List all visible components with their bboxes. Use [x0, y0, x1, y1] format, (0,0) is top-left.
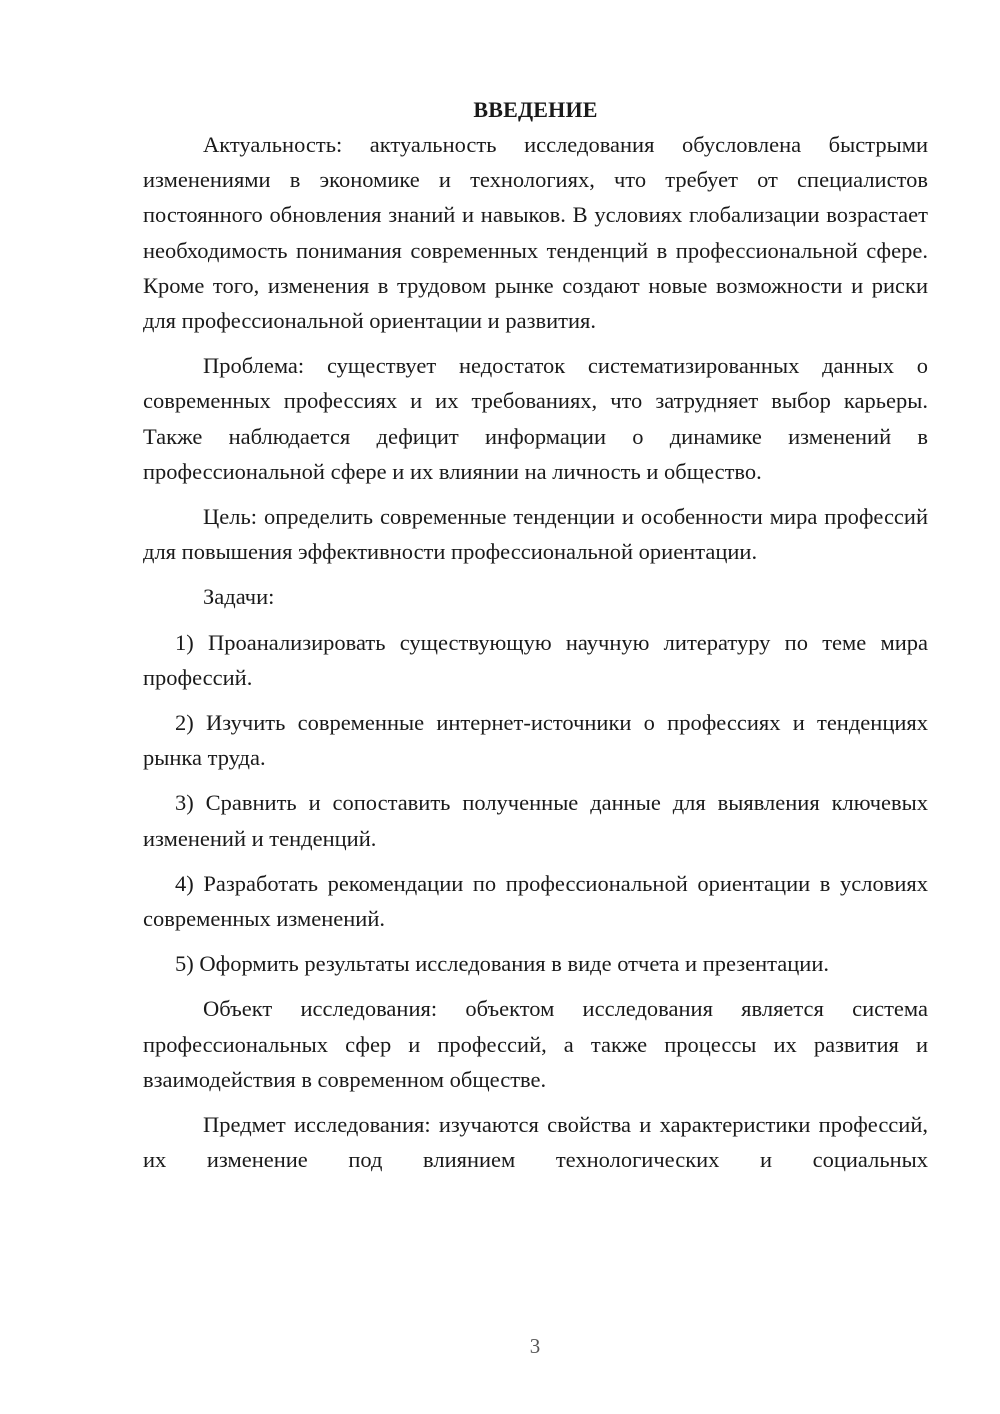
section-title: ВВЕДЕНИЕ [473, 97, 598, 122]
tasks-heading: Задачи: [203, 584, 275, 610]
task-item-1: 1) Проанализировать существующую научную литературу по теме мира профессий. [143, 629, 928, 690]
relevance-paragraph: Актуальность: актуальность исследования обусловлена быстрыми изменениями в экономике и технологиях, что требует от специалистов постоянного обновления знаний и навыков. В условиях глобализации возрастает необходимость понимания современных тенденций в профессиональной сфере. Кроме того, изменения в трудовом рынке создают новые возможности и риски для профессиональной ориентации и развития. [143, 132, 928, 334]
object-paragraph: Объект исследования: объектом исследования является система профессиональных сфер и профессий, а также процессы их развития и взаимодействия в современном обществе. [143, 996, 928, 1092]
subject-paragraph: Предмет исследования: изучаются свойства и характеристики профессий, их изменение под влиянием технологических и социальных [143, 1112, 928, 1173]
goal-paragraph: Цель: определить современные тенденции и особенности мира профессий для повышения эффективности профессиональной ориентации. [143, 504, 928, 565]
page-number: 3 [529, 1334, 541, 1358]
task-item-5: 5) Оформить результаты исследования в виде отчета и презентации. [175, 951, 830, 977]
task-item-2: 2) Изучить современные интернет-источники о профессиях и тенденциях рынка труда. [143, 710, 928, 771]
problem-paragraph: Проблема: существует недостаток систематизированных данных о современных профессиях и их требованиях, что затрудняет выбор карьеры. Также наблюдается дефицит информации о динамике изменений в профессиональной сфере и их влиянии на личность и общество. [143, 353, 928, 484]
task-item-4: 4) Разработать рекомендации по профессиональной ориентации в условиях современных изменений. [143, 870, 928, 932]
task-item-3: 3) Сравнить и сопоставить полученные данные для выявления ключевых изменений и тенденций. [143, 790, 928, 851]
document-page [143, 92, 928, 1187]
